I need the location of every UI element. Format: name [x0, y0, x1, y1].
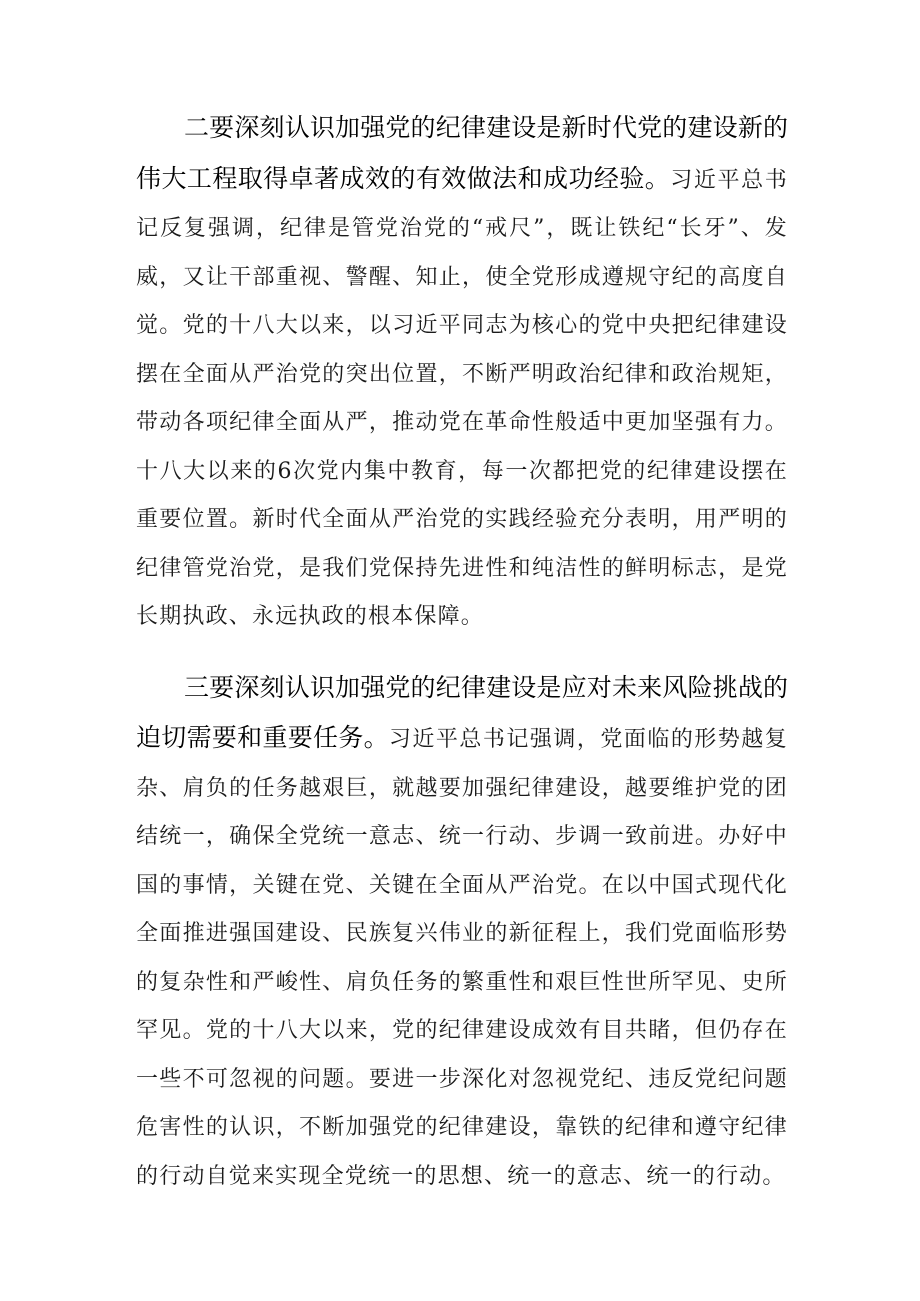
paragraph-two-lead: 二要深刻认识加强党的纪律建设是新时代党的建设新的伟大工程取得卓著成效的有效做法和成功经验。 — [136, 113, 788, 193]
paragraph-two-body: 习近平总书记反复强调，纪律是管党治党的“戒尺”，既让铁纪“长牙”、发威，又让干部重视、警醒、知止，使全党形成遵规守纪的高度自觉。党的十八大以来，以习近平同志为核心的党中央把纪律建设摆在全面从严治党的突出位置，不断严明政治纪律和政治规矩，带动各项纪律全面从严，推动党在革命性般适中更加坚强有力。十八大以来的6次党内集中教育，每一次都把党的纪律建设摆在重要位置。新时代全面从严治党的实践经验充分表明，用严明的纪律管党治党，是我们党保持先进性和纯洁性的鲜明标志，是党长期执政、永远执政的根本保障。 — [136, 167, 788, 629]
document-page — [136, 104, 788, 1201]
paragraph-three-body: 习近平总书记强调，党面临的形势越复杂、肩负的任务越艰巨，就越要加强纪律建设，越要维护党的团结统一，确保全党统一意志、统一行动、步调一致前进。办好中国的事情，关键在党、关键在全面从严治党。在以中国式现代化全面推进强国建设、民族复兴伟业的新征程上，我们党面临形势的复杂性和严峻性、肩负任务的繁重性和艰巨性世所罕见、史所罕见。党的十八大以来，党的纪律建设成效有目共睹，但仍存在一些不可忽视的问题。要进一步深化对忽视党纪、违反党纪问题危害性的认识，不断加强党的纪律建设，靠铁的纪律和遵守纪律的行动自觉来实现全党统一的思想、统一的意志、统一的行动。 — [136, 727, 788, 1189]
paragraph-two — [136, 104, 788, 642]
paragraph-three-lead: 三要深刻认识加强党的纪律建设是应对未来风险挑战的迫切需要和重要任务。 — [136, 672, 788, 752]
paragraph-three — [136, 664, 788, 1202]
